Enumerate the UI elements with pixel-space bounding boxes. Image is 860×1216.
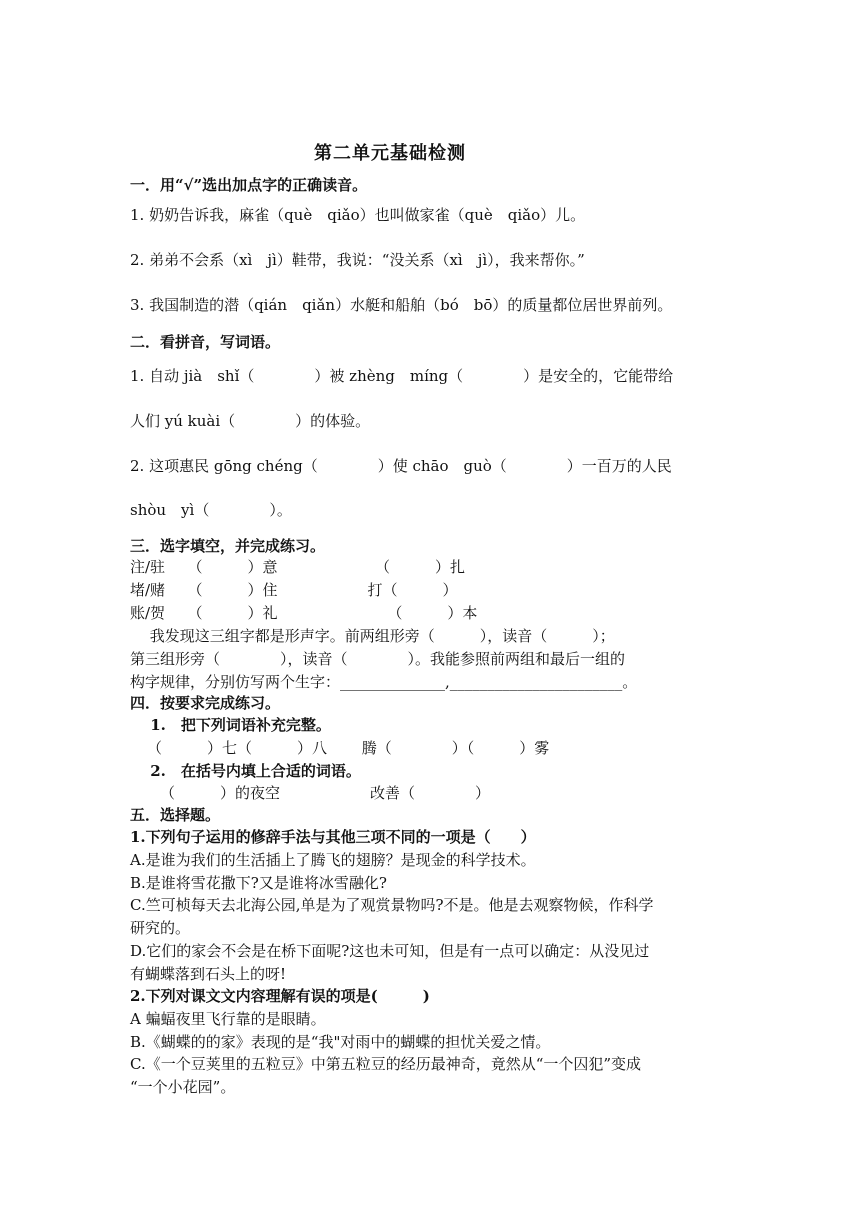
- analysis-paragraph: 第三组形旁（ ），读音（ ）。我能参照前两组和最后一组的: [130, 650, 626, 668]
- pinyin-line-1: 1. 自动 jià shǐ（ ）被 zhèng míng（ ）是安全的，它能带给: [130, 367, 674, 385]
- mc-option: A 蝙蝠夜里飞行靠的是眼睛。: [130, 1010, 326, 1028]
- analysis-paragraph: 构字规律，分别仿写两个生字：______________,_______________________。: [130, 673, 638, 691]
- pinyin-line-2: 人们 yú kuài（ ）的体验。: [130, 412, 371, 430]
- subquestion-4-2: 2. 在括号内填上合适的词语。: [130, 762, 361, 780]
- char-choice-row: 账/贺 （ ）礼 （ ）本: [130, 604, 478, 622]
- subquestion-4-1: 1. 把下列词语补充完整。: [130, 716, 331, 734]
- mc-question-1: 1.下列句子运用的修辞手法与其他三项不同的一项是（ ）: [130, 828, 536, 846]
- char-choice-row: 堵/赌 （ ）住 打（ ）: [130, 581, 458, 599]
- section-4-heading: 四．按要求完成练习。: [130, 694, 281, 712]
- pinyin-line-3: 2. 这项惠民 gōng chéng（ ）使 chāo guò（ ）一百万的人民: [130, 457, 672, 475]
- section-2-heading: 二．看拼音，写词语。: [130, 333, 281, 351]
- analysis-paragraph: 我发现这三组字都是形声字。前两组形旁（ ），读音（ ）；: [130, 627, 615, 645]
- mc-option-cont: 研究的。: [130, 919, 191, 937]
- word-fill-row: （ ）的夜空 改善（ ）: [160, 784, 491, 802]
- question-1-1: 1. 奶奶告诉我，麻雀（què qiǎo）也叫做家雀（què qiǎo）儿。: [130, 206, 586, 224]
- char-choice-row: 注/驻 （ ）意 （ ）扎: [130, 558, 466, 576]
- question-1-2: 2. 弟弟不会系（xì jì）鞋带，我说：“没关系（xì jì），我来帮你。”: [130, 251, 585, 269]
- section-1-heading: 一．用“√”选出加点字的正确读音。: [130, 176, 368, 194]
- mc-option: B.是谁将雪花撒下?又是谁将冰雪融化?: [130, 874, 387, 892]
- mc-option: A.是谁为我们的生活插上了腾飞的翅膀？是现金的科学技术。: [130, 851, 536, 869]
- mc-option: B.《蝴蝶的的家》表现的是“我"对雨中的蝴蝶的担忧关爱之情。: [130, 1033, 551, 1051]
- idiom-fill-row: （ ）七（ ）八 腾（ ）（ ）雾: [147, 739, 550, 757]
- section-5-heading: 五．选择题。: [130, 806, 221, 824]
- question-1-3: 3. 我国制造的潜（qián qiǎn）水艇和船舶（bó bō）的质量都位居世界前列。: [130, 296, 673, 314]
- pinyin-line-4: shòu yì（ ）。: [130, 501, 292, 519]
- mc-question-2: 2.下列对课文文内容理解有误的项是( ): [130, 987, 430, 1005]
- mc-option: C.《一个豆荚里的五粒豆》中第五粒豆的经历最神奇，竟然从“一个囚犯”变成: [130, 1055, 642, 1073]
- mc-option-cont: “一个小花园”。: [130, 1078, 236, 1096]
- mc-option-cont: 有蝴蝶落到石头上的呀!: [130, 965, 287, 983]
- section-3-heading: 三．选字填空，并完成练习。: [130, 537, 326, 555]
- mc-option: D.它们的家会不会是在桥下面呢?这也未可知，但是有一点可以确定：从没见过: [130, 942, 650, 960]
- page-title: 第二单元基础检测: [314, 143, 466, 164]
- mc-option: C.竺可桢每天去北海公园,单是为了观赏景物吗?不是。他是去观察物候，作科学: [130, 896, 654, 914]
